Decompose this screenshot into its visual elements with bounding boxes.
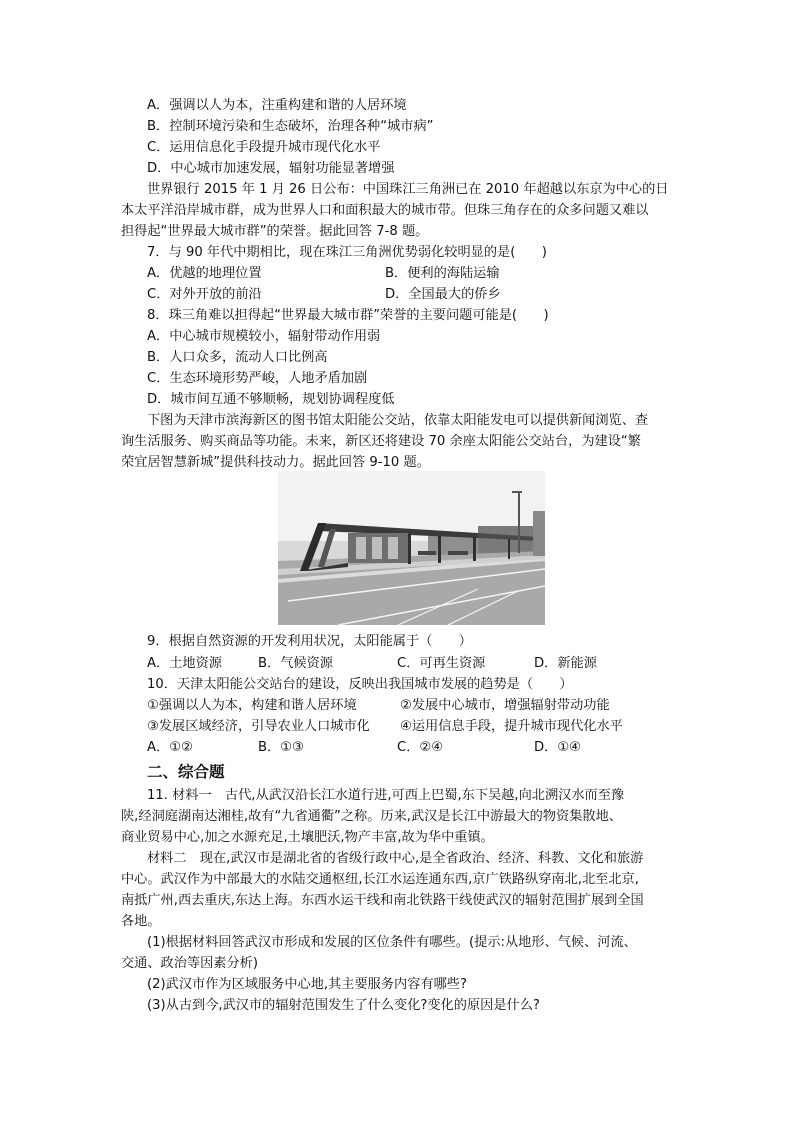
solar-bus-station-photo xyxy=(278,471,545,625)
q8-stem: 8．珠三角难以担得起“世界最大城市群”荣誉的主要问题可能是( ) xyxy=(147,308,549,323)
q7-option-a: A．优越的地理位置 xyxy=(147,266,262,281)
q11-sub1-line-1: (1)根据材料回答武汉市形成和发展的区位条件有哪些。(提示:从地形、气候、河流、 xyxy=(147,935,637,950)
q10-statement-2: ②发展中心城市，增强辐射带动功能 xyxy=(400,698,610,713)
q7-option-b: B．便利的海陆运输 xyxy=(385,266,500,281)
q8-option-d: D．城市间互通不够顺畅，规划协调程度低 xyxy=(147,392,395,407)
passage-78-line-3: 担得起“世界最大城市群”的荣誉。据此回答 7-8 题。 xyxy=(121,224,429,239)
q10-option-d: D．①④ xyxy=(534,740,581,755)
q10-statement-4: ④运用信息手段，提升城市现代化水平 xyxy=(400,719,623,734)
q9-option-d: D．新能源 xyxy=(534,656,597,671)
q10-option-b: B．①③ xyxy=(258,740,304,755)
q6-option-b: B．控制环境污染和生态破坏，治理各种“城市病” xyxy=(147,119,434,134)
q11-material1-line-2: 陕,经洞庭湖南达湘桂,故有“九省通衢”之称。历来,武汉是长江中游最大的物资集散地、 xyxy=(121,809,622,824)
q10-statement-3: ③发展区域经济，引导农业人口城市化 xyxy=(147,719,370,734)
passage-910-line-2: 询生活服务、购买商品等功能。未来，新区还将建设 70 余座太阳能公交站台，为建设“繁 xyxy=(121,434,641,449)
q11-material1-line-1: 11. 材料一 古代,从武汉沿长江水道行进,可西上巴蜀,东下吴越,向北溯汉水而至豫 xyxy=(147,788,625,803)
q10-statement-1: ①强调以人为本，构建和谐人居环境 xyxy=(147,698,357,713)
q10-option-a: A．①② xyxy=(147,740,193,755)
q9-option-c: C．可再生资源 xyxy=(397,656,486,671)
q10-stem: 10．天津太阳能公交站台的建设，反映出我国城市发展的趋势是（ ） xyxy=(147,677,573,692)
q9-option-b: B．气候资源 xyxy=(258,656,333,671)
q6-option-c: C．运用信息化手段提升城市现代化水平 xyxy=(147,140,381,155)
passage-78-line-2: 本太平洋沿岸城市群，成为世界人口和面积最大的城市带。但珠三角存在的众多问题又难以 xyxy=(121,203,649,218)
q8-option-b: B．人口众多，流动人口比例高 xyxy=(147,350,328,365)
q11-material2-line-2: 中心。武汉作为中部最大的水陆交通枢纽,长江水运连通东西,京广铁路纵穿南北,北至北京, xyxy=(121,872,639,887)
q6-option-d: D．中心城市加速发展，辐射功能显著增强 xyxy=(147,161,395,176)
q8-option-a: A．中心城市规模较小，辐射带动作用弱 xyxy=(147,329,381,344)
q11-material1-line-3: 商业贸易中心,加之水源充足,土壤肥沃,物产丰富,故为华中重镇。 xyxy=(121,830,494,845)
q11-material2-line-3: 南抵广州,西去重庆,东达上海。东西水运干线和南北铁路干线使武汉的辐射范围扩展到全国 xyxy=(121,893,644,908)
q11-material2-line-1: 材料二 现在,武汉市是湖北省的省级行政中心,是全省政治、经济、科教、文化和旅游 xyxy=(147,851,644,866)
q7-option-c: C．对外开放的前沿 xyxy=(147,287,262,302)
passage-910-line-3: 荣宜居智慧新城”提供科技动力。据此回答 9-10 题。 xyxy=(121,455,430,470)
q9-stem: 9．根据自然资源的开发利用状况，太阳能属于（ ） xyxy=(147,634,472,649)
q9-option-a: A．土地资源 xyxy=(147,656,222,671)
q11-sub3: (3)从古到今,武汉市的辐射范围发生了什么变化?变化的原因是什么? xyxy=(147,998,540,1013)
q10-option-c: C．②④ xyxy=(397,740,444,755)
q11-material2-line-4: 各地。 xyxy=(121,914,161,929)
q6-option-a: A．强调以人为本，注重构建和谐的人居环境 xyxy=(147,98,407,113)
q11-sub2: (2)武汉市作为区域服务中心地,其主要服务内容有哪些? xyxy=(147,977,467,992)
q7-option-d: D．全国最大的侨乡 xyxy=(385,287,501,302)
passage-78-line-1: 世界银行 2015 年 1 月 26 日公布：中国珠江三角洲已在 2010 年超越以东京为中心的日 xyxy=(147,182,669,197)
section-2-title: 二、综合题 xyxy=(147,763,225,781)
q7-stem: 7．与 90 年代中期相比，现在珠江三角洲优势弱化较明显的是( ) xyxy=(147,245,547,260)
passage-910-line-1: 下图为天津市滨海新区的图书馆太阳能公交站，依靠太阳能发电可以提供新闻浏览、查 xyxy=(147,413,649,428)
q8-option-c: C．生态环境形势严峻，人地矛盾加剧 xyxy=(147,371,368,386)
q11-sub1-line-2: 交通、政治等因素分析) xyxy=(121,956,259,971)
